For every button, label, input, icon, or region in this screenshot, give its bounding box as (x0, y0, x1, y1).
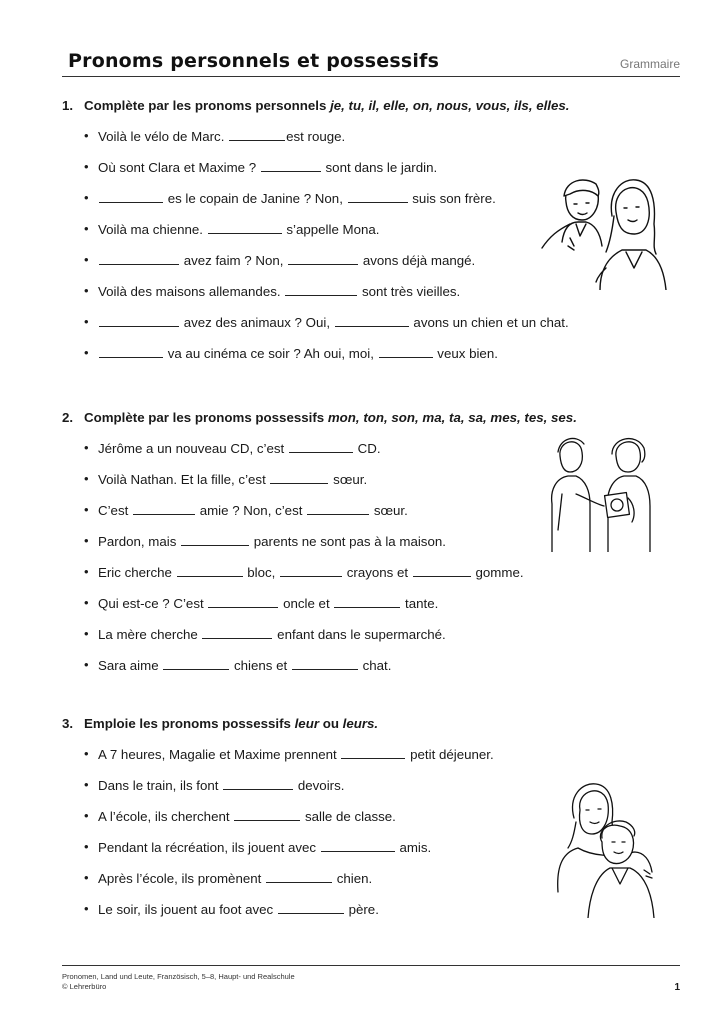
exercise-number: 3. (62, 716, 74, 731)
fill-in-blank[interactable] (133, 500, 195, 515)
item-text: Dans le train, ils font (98, 778, 223, 793)
item-text: La mère cherche (98, 627, 202, 642)
exercise-number: 1. (62, 98, 74, 113)
item-text: amis. (395, 840, 432, 855)
bullet-point: • (84, 440, 89, 455)
bullet-point: • (84, 314, 89, 329)
bullet-point: • (84, 533, 89, 548)
item-text: suis son frère. (408, 191, 496, 206)
bullet-point: • (84, 870, 89, 885)
item-text: avons un chien et un chat. (409, 315, 569, 330)
item-text: est rouge. (286, 129, 346, 144)
item-text: parents ne sont pas à la maison. (250, 534, 446, 549)
footer-credits (62, 972, 295, 992)
fill-in-blank[interactable] (348, 188, 408, 203)
fill-in-blank[interactable] (266, 868, 332, 883)
item-text: C’est (98, 503, 132, 518)
fill-in-blank[interactable] (208, 219, 282, 234)
bullet-point: • (84, 901, 89, 916)
bullet-point: • (84, 626, 89, 641)
fill-in-blank[interactable] (278, 899, 344, 914)
heading-text: Emploie les pronoms possessifs (84, 716, 295, 731)
item-text: chiens et (230, 658, 291, 673)
bullet-point: • (84, 746, 89, 761)
item-text: tante. (401, 596, 439, 611)
item-text: crayons et (343, 565, 412, 580)
item-text: Jérôme a un nouveau CD, c’est (98, 441, 288, 456)
exercise-item (62, 655, 672, 686)
item-text: petit déjeuner. (406, 747, 494, 762)
fill-in-blank[interactable] (307, 500, 369, 515)
bullet-point: • (84, 190, 89, 205)
fill-in-blank[interactable] (99, 250, 179, 265)
fill-in-blank[interactable] (292, 655, 358, 670)
bullet-point: • (84, 657, 89, 672)
exercise-item (62, 562, 672, 593)
bullet-point: • (84, 345, 89, 360)
bullet-point: • (84, 128, 89, 143)
page-number: 1 (674, 982, 680, 993)
item-text: Voilà des maisons allemandes. (98, 284, 285, 299)
item-text: Pendant la récréation, ils jouent avec (98, 840, 320, 855)
bullet-point: • (84, 283, 89, 298)
item-text: bloc, (243, 565, 280, 580)
fill-in-blank[interactable] (321, 837, 395, 852)
item-text: Le soir, ils jouent au foot avec (98, 902, 277, 917)
heading-italic: je, tu, il, elle, on, nous, vous, ils, elles. (330, 98, 570, 113)
page-header (62, 50, 680, 77)
fill-in-blank[interactable] (341, 744, 405, 759)
fill-in-blank[interactable] (223, 775, 293, 790)
item-text: va au cinéma ce soir ? Ah oui, moi, (164, 346, 378, 361)
item-text: enfant dans le supermarché. (273, 627, 446, 642)
item-text: avez des animaux ? Oui, (180, 315, 334, 330)
exercise-item (62, 624, 672, 655)
heading-italic-2: leurs. (342, 716, 379, 731)
item-text: s’appelle Mona. (282, 222, 380, 237)
bullet-point: • (84, 808, 89, 823)
teens-cd-illustration (546, 434, 660, 552)
heading-text: Complète par les pronoms personnels (84, 98, 331, 113)
item-text: salle de classe. (301, 809, 396, 824)
girl-boy-hug-illustration (552, 782, 660, 918)
item-text: sœur. (329, 472, 368, 487)
heading-text: Complète par les pronoms possessifs (84, 410, 328, 425)
item-text: chien. (333, 871, 373, 886)
item-text: A l’école, ils cherchent (98, 809, 234, 824)
fill-in-blank[interactable] (208, 593, 278, 608)
fill-in-blank[interactable] (413, 562, 471, 577)
item-text: es le copain de Janine ? Non, (164, 191, 347, 206)
bullet-point: • (84, 564, 89, 579)
fill-in-blank[interactable] (202, 624, 272, 639)
heading-italic: leur (294, 716, 319, 731)
footer-line-1: Pronomen, Land und Leute, Französisch, 5–8, Haupt- und Realschule (62, 972, 295, 981)
fill-in-blank[interactable] (334, 593, 400, 608)
fill-in-blank[interactable] (288, 250, 358, 265)
item-text: Voilà le vélo de Marc. (98, 129, 229, 144)
item-text: veux bien. (433, 346, 498, 361)
fill-in-blank[interactable] (261, 157, 321, 172)
item-text: avez faim ? Non, (180, 253, 288, 268)
item-text: sœur. (370, 503, 408, 518)
item-text: avons déjà mangé. (359, 253, 476, 268)
exercise-number: 2. (62, 410, 74, 425)
bullet-point: • (84, 595, 89, 610)
bullet-point: • (84, 502, 89, 517)
bullet-point: • (84, 839, 89, 854)
fill-in-blank[interactable] (289, 438, 353, 453)
footer-line-2: © Lehrerbüro (62, 982, 107, 991)
exercise-heading (62, 96, 672, 116)
fill-in-blank[interactable] (99, 343, 163, 358)
exercise-item (62, 593, 672, 624)
fill-in-blank[interactable] (177, 562, 243, 577)
fill-in-blank[interactable] (99, 188, 163, 203)
fill-in-blank[interactable] (229, 126, 285, 141)
item-text: Voilà ma chienne. (98, 222, 207, 237)
item-text: sont dans le jardin. (321, 160, 438, 175)
item-text: oncle et (279, 596, 334, 611)
item-text: Où sont Clara et Maxime ? (98, 160, 260, 175)
item-text: Pardon, mais (98, 534, 181, 549)
fill-in-blank[interactable] (379, 343, 433, 358)
item-text: père. (344, 902, 379, 917)
exercise-heading (62, 714, 672, 734)
exercise-item (62, 744, 672, 775)
item-text: Voilà Nathan. Et la fille, c’est (98, 472, 270, 487)
fill-in-blank[interactable] (285, 281, 357, 296)
exercise-heading (62, 408, 672, 428)
item-text: Eric cherche (98, 565, 176, 580)
bullet-point: • (84, 777, 89, 792)
item-text: A 7 heures, Magalie et Maxime prennent (98, 747, 341, 762)
exercise-item (62, 343, 672, 374)
fill-in-blank[interactable] (270, 469, 328, 484)
item-text: Après l’école, ils promènent (98, 871, 266, 886)
item-text: Sara aime (98, 658, 163, 673)
item-text: devoirs. (294, 778, 345, 793)
category-label: Grammaire (619, 57, 680, 71)
bullet-point: • (84, 221, 89, 236)
fill-in-blank[interactable] (280, 562, 342, 577)
fill-in-blank[interactable] (163, 655, 229, 670)
fill-in-blank[interactable] (99, 312, 179, 327)
item-text: sont très vieilles. (358, 284, 461, 299)
fill-in-blank[interactable] (234, 806, 300, 821)
bullet-point: • (84, 159, 89, 174)
heading-text-connector: ou (319, 716, 343, 731)
footer-divider (62, 965, 680, 966)
item-text: chat. (358, 658, 392, 673)
item-text: gomme. (471, 565, 524, 580)
exercise-item (62, 126, 672, 157)
bullet-point: • (84, 471, 89, 486)
item-text: amie ? Non, c’est (196, 503, 307, 518)
fill-in-blank[interactable] (335, 312, 409, 327)
page-title: Pronoms personnels et possessifs (68, 50, 440, 72)
item-text: Qui est-ce ? C’est (98, 596, 208, 611)
heading-italic: mon, ton, son, ma, ta, sa, mes, tes, ses. (327, 410, 577, 425)
boy-girl-illustration (540, 172, 670, 290)
item-text: CD. (353, 441, 381, 456)
bullet-point: • (84, 252, 89, 267)
exercise-item (62, 312, 672, 343)
fill-in-blank[interactable] (181, 531, 249, 546)
